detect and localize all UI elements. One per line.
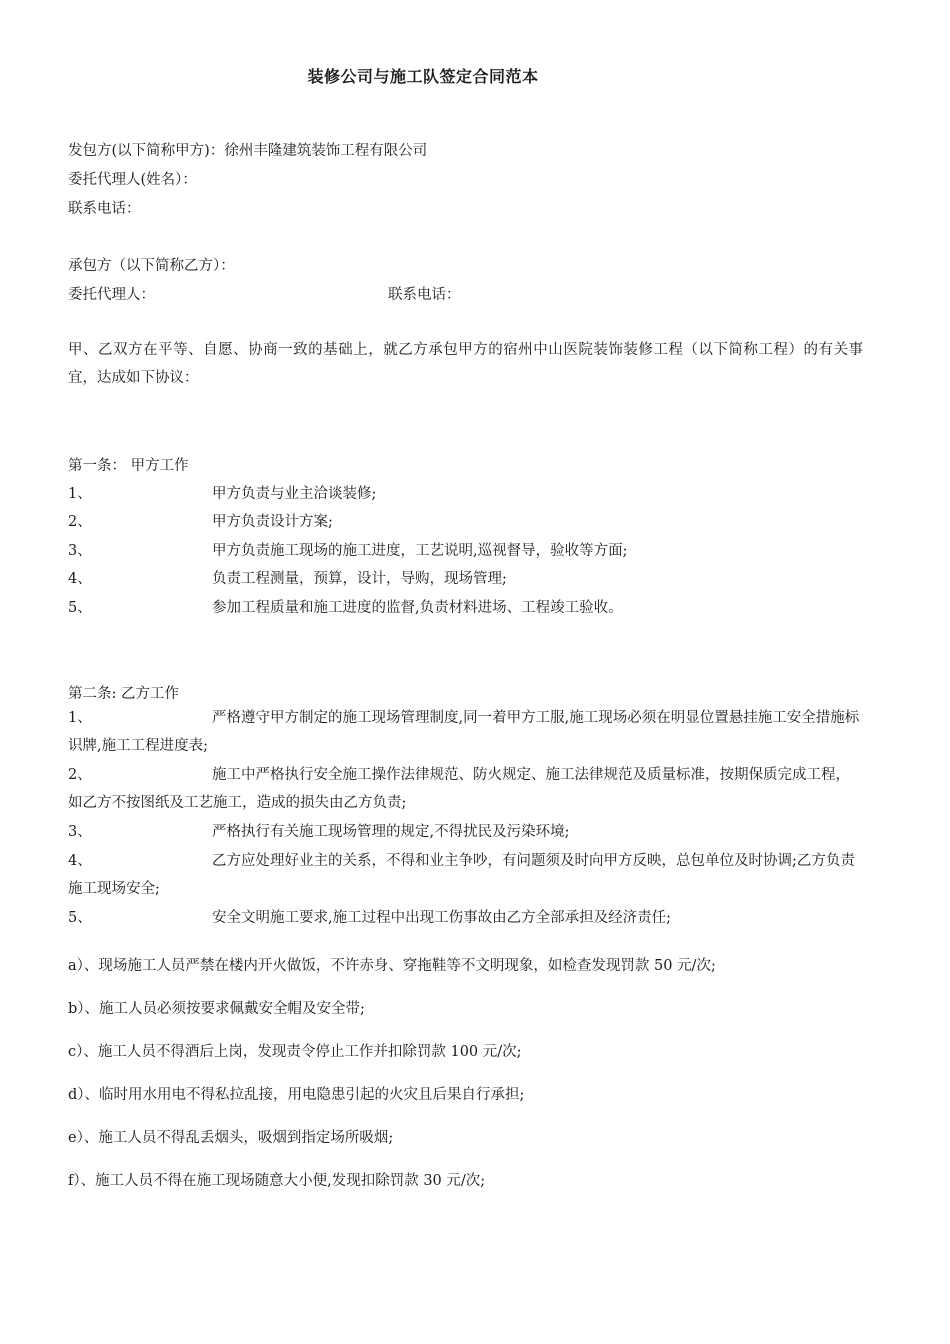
rule-item-d: d）、临时用水用电不得私拉乱接，用电隐患引起的火灾且后果自行承担; xyxy=(68,1087,525,1103)
article1-item-number: 5、 xyxy=(68,600,92,616)
article2-item-number: 5、 xyxy=(68,910,92,926)
party-a-agent-line: 委托代理人(姓名）： xyxy=(68,172,197,188)
article1-item-text: 负责工程测量，预算，设计，导购，现场管理; xyxy=(212,571,507,587)
article2-item-text: 乙方应处理好业主的关系，不得和业主争吵，有问题须及时向甲方反映，总包单位及时协调;乙方负责施工现场安全; xyxy=(68,853,855,897)
article1-heading: 第一条： 甲方工作 xyxy=(68,458,189,474)
intro-paragraph: 甲、乙双方在平等、自愿、协商一致的基础上，就乙方承包甲方的宿州中山医院装饰装修工程（以下简称工程）的有关事宜，达成如下协议： xyxy=(68,342,863,386)
article1-item-number: 2、 xyxy=(68,514,92,530)
article1-item-number: 1、 xyxy=(68,486,92,502)
party-b-agent-label: 委托代理人： xyxy=(68,287,155,303)
article2-heading: 第二条: 乙方工作 xyxy=(68,686,179,702)
article1-item-text: 甲方负责与业主洽谈装修; xyxy=(212,486,377,502)
article2-item xyxy=(68,904,863,932)
article2-item-number: 1、 xyxy=(68,710,92,726)
article1-item-number: 3、 xyxy=(68,543,92,559)
rule-item-a: a）、现场施工人员严禁在楼内开火做饭，不许赤身、穿拖鞋等不文明现象，如检查发现罚款 50 元/次; xyxy=(68,958,716,974)
article2-item xyxy=(68,818,863,846)
article2-item-number: 2、 xyxy=(68,767,92,783)
article2-item-text: 施工中严格执行安全施工操作法律规范、防火规定、施工法律规范及质量标准，按期保质完成工程，如乙方不按图纸及工艺施工，造成的损失由乙方负责; xyxy=(68,767,850,811)
article1-item-text: 甲方负责施工现场的施工进度，工艺说明,巡视督导，验收等方面; xyxy=(212,543,628,559)
rule-item-c: c）、施工人员不得酒后上岗，发现责令停止工作并扣除罚款 100 元/次; xyxy=(68,1044,522,1060)
party-a-phone-line: 联系电话： xyxy=(68,201,141,217)
article1-item-text: 参加工程质量和施工进度的监督,负责材料进场、工程竣工验收。 xyxy=(212,600,623,616)
party-b-name-line: 承包方（以下简称乙方）： xyxy=(68,258,235,274)
article2-item-text: 严格执行有关施工现场管理的规定,不得扰民及污染环境; xyxy=(212,824,570,840)
document-title: 装修公司与施工队签定合同范本 xyxy=(307,67,539,86)
article2-item xyxy=(68,847,863,903)
party-b-phone-label: 联系电话： xyxy=(388,287,461,303)
article2-item-number: 4、 xyxy=(68,853,92,869)
party-a-name-line: 发包方(以下简称甲方)：徐州丰隆建筑装饰工程有限公司 xyxy=(68,143,428,159)
rule-item-f: f）、施工人员不得在施工现场随意大小便,发现扣除罚款 30 元/次; xyxy=(68,1173,486,1189)
rule-item-b: b）、施工人员必须按要求佩戴安全帽及安全带; xyxy=(68,1001,365,1017)
article2-item-text: 安全文明施工要求,施工过程中出现工伤事故由乙方全部承担及经济责任; xyxy=(212,910,671,926)
article1-item-number: 4、 xyxy=(68,571,92,587)
article2-item-text: 严格遵守甲方制定的施工现场管理制度,同一着甲方工服,施工现场必须在明显位置悬挂施工安全措施标识牌,施工工程进度表; xyxy=(68,710,860,754)
rule-item-e: e）、施工人员不得乱丢烟头，吸烟到指定场所吸烟; xyxy=(68,1130,394,1146)
article2-item xyxy=(68,704,863,760)
article2-item xyxy=(68,761,863,817)
article2-item-number: 3、 xyxy=(68,824,92,840)
article1-item-text: 甲方负责设计方案; xyxy=(212,514,333,530)
